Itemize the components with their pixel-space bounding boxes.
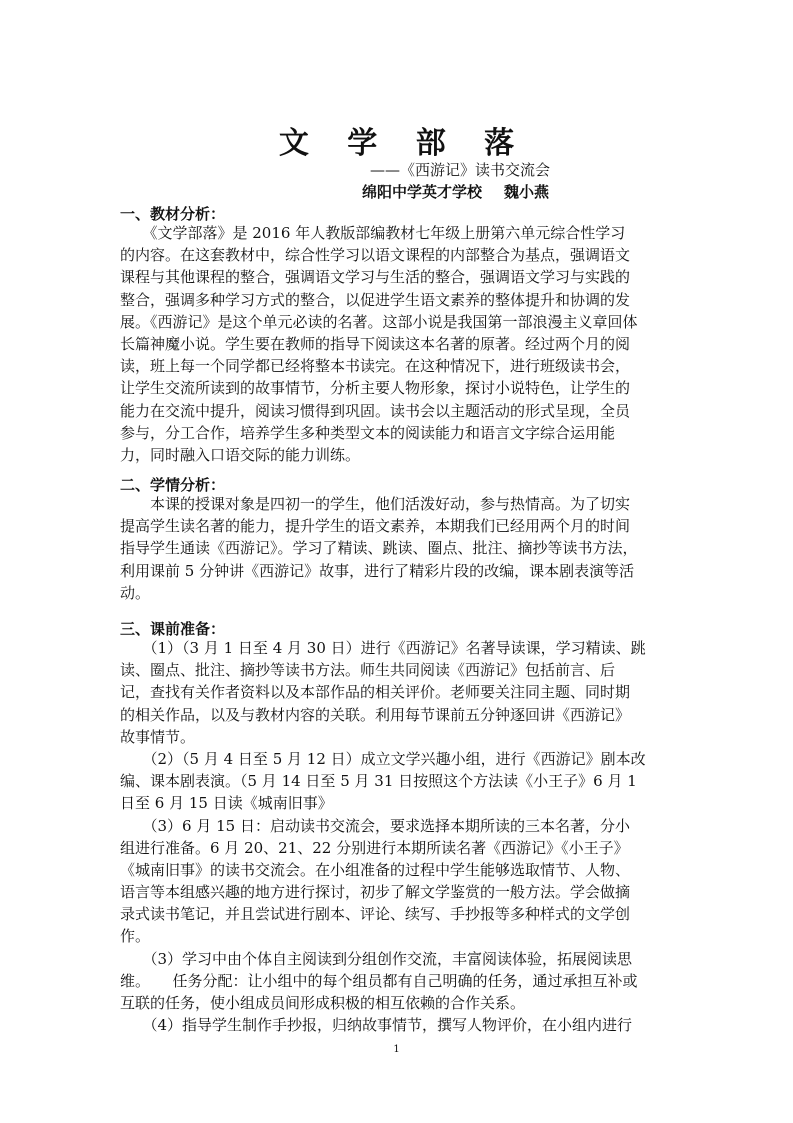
paragraph-line: 展。《西游记》是这个单元必读的名著。这部小说是我国第一部浪漫主义章回体 — [120, 312, 638, 331]
paragraph-line: 课程与其他课程的整合，强调语文学习与生活的整合，强调语文学习与实践的 — [120, 268, 631, 287]
author-line — [362, 181, 549, 202]
paragraph-line: 《文学部落》是 2016 年人教版部编教材七年级上册第六单元综合性学习 — [120, 224, 626, 242]
paragraph-line: 能力在交流中提升，阅读习惯得到巩固。读书会以主题活动的形式呈现，全员 — [120, 401, 631, 420]
page-title: 文 学 部 落 — [278, 126, 529, 161]
paragraph-line: 长篇神魔小说。学生要在教师的指导下阅读这本名著的原著。经过两个月的阅 — [120, 334, 631, 353]
subtitle: ——《西游记》读书交流会 — [370, 161, 551, 179]
school-name: 绵阳中学英才学校 — [362, 183, 483, 201]
paragraph-line: 《城南旧事》的读书交流会。在小组准备的过程中学生能够选取情节、人物、 — [120, 860, 631, 879]
paragraph-line: 让学生交流所读到的故事情节，分析主要人物形象，探讨小说特色，让学生的 — [120, 379, 631, 398]
paragraph-line: 组进行准备。6 月 20、21、22 分别进行本期所读名著《西游记》《小王子》 — [120, 838, 629, 857]
paragraph-line: 互联的任务，使小组成员间形成积极的相互依赖的合作关系。 — [120, 994, 526, 1012]
paragraph-line: 编、课本剧表演。（5 月 14 日至 5 月 31 日按照这个方法读《小王子》6 月 1 — [120, 772, 637, 791]
paragraph-line: 记，查找有关作者资料以及本部作品的相关评价。老师要关注同主题、同时期 — [120, 683, 631, 702]
paragraph-line: （1）（3 月 1 日至 4 月 30 日）进行《西游记》名著导读课，学习精读、跳 — [120, 639, 646, 657]
paragraph-line: （4）指导学生制作手抄报，归纳故事情节，撰写人物评价，在小组内进行 — [120, 1016, 633, 1035]
paragraph-line: 故事情节。 — [120, 727, 196, 746]
paragraph-line: 本课的授课对象是四初一的学生，他们活泼好动，参与热情高。为了切实 — [120, 495, 631, 513]
section-heading-preparation: 三、课前准备： — [120, 620, 226, 638]
paragraph-line: 日至 6 月 15 日读《城南旧事》 — [120, 794, 333, 813]
paragraph-line: （3）学习中由个体自主阅读到分组创作交流，丰富阅读体验，拓展阅读思 — [120, 949, 633, 968]
section-body-materials — [120, 222, 676, 466]
section-heading-materials: 一、教材分析： — [120, 205, 226, 223]
paragraph-line: 录式读书笔记，并且尝试进行剧本、评论、续写、手抄报等多种样式的文学创 — [120, 905, 631, 924]
page-number: 1 — [393, 1044, 400, 1055]
author-name: 魏小燕 — [504, 183, 550, 201]
paragraph-line: （3）6 月 15 日：启动读书交流会，要求选择本期所读的三本名著，分小 — [120, 816, 630, 835]
section-body-learners — [120, 493, 676, 604]
paragraph-line: 作。 — [120, 927, 151, 946]
paragraph-line: 维。 任务分配：让小组中的每个组员都有自己明确的任务，通过承担互补或 — [120, 971, 638, 990]
paragraph-line: 整合，强调多种学习方式的整合，以促进学生语文素养的整体提升和协调的发 — [120, 290, 631, 309]
section-body-preparation — [120, 637, 676, 1036]
paragraph-line: 读、圈点、批注、摘抄等读书方法。师生共同阅读《西游记》包括前言、后 — [120, 661, 616, 680]
paragraph-line: 力，同时融入口语交际的能力训练。 — [120, 445, 361, 464]
paragraph-line: 的内容。在这套教材中，综合性学习以语文课程的内部整合为基点，强调语文 — [120, 246, 631, 265]
paragraph-line: 提高学生读名著的能力，提升学生的语文素养，本期我们已经用两个月的时间 — [120, 517, 631, 536]
paragraph-line: 读，班上每一个同学都已经将整本书读完。在这种情况下，进行班级读书会， — [120, 357, 631, 376]
paragraph-line: 参与，分工合作，培养学生多种类型文本的阅读能力和语言文字综合运用能 — [120, 423, 616, 442]
paragraph-line: （2）（5 月 4 日至 5 月 12 日）成立文学兴趣小组，进行《西游记》剧本改 — [120, 749, 646, 768]
section-heading-learners: 二、学情分析： — [120, 476, 226, 494]
paragraph-line: 动。 — [120, 583, 151, 602]
paragraph-line: 指导学生通读《西游记》。学习了精读、跳读、圈点、批注、摘抄等读书方法， — [120, 539, 638, 558]
paragraph-line: 语言等本组感兴趣的地方进行探讨，初步了解文学鉴赏的一般方法。学会做摘 — [120, 883, 631, 902]
paragraph-line: 利用课前 5 分钟讲《西游记》故事，进行了精彩片段的改编，课本剧表演等活 — [120, 561, 635, 580]
paragraph-line: 的相关作品，以及与教材内容的关联。利用每节课前五分钟逐回讲《西游记》 — [120, 705, 631, 724]
